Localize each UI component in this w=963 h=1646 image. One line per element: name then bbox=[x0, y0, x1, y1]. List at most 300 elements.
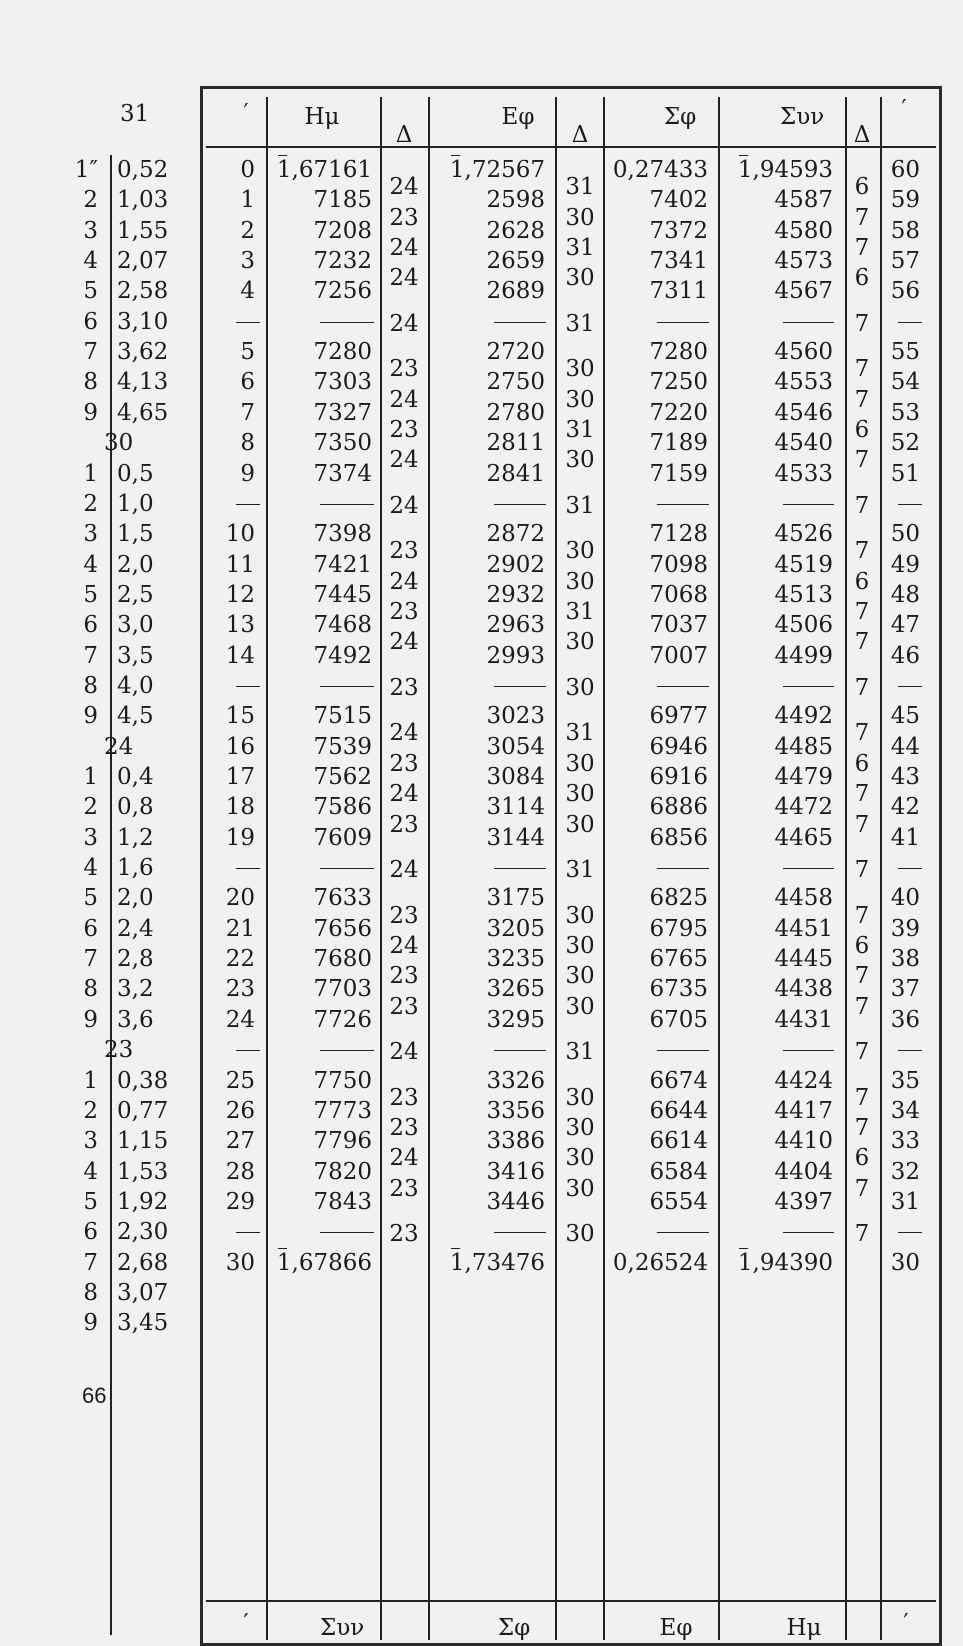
delta-ef: 30 bbox=[565, 811, 595, 838]
cell-hm: 7680 bbox=[313, 946, 372, 973]
cell-ef: 3114 bbox=[486, 794, 545, 821]
separator-dash-syn bbox=[783, 686, 834, 687]
header-ef: Εφ bbox=[501, 104, 535, 130]
left-row-index: 8 bbox=[83, 369, 98, 396]
left-row-index: 9 bbox=[83, 399, 98, 426]
delta-syn: 7 bbox=[854, 674, 870, 701]
delta-hm: 24 bbox=[389, 386, 419, 413]
delta-hm: 24 bbox=[389, 1145, 419, 1172]
left-row-index: 6 bbox=[83, 915, 98, 942]
separator-dash-m2 bbox=[898, 322, 922, 323]
overbar-characteristic: 1 bbox=[737, 1249, 753, 1276]
separator-dash-ef bbox=[494, 322, 546, 323]
cell-sf: 7220 bbox=[649, 399, 708, 426]
separator-dash-syn bbox=[783, 868, 834, 869]
left-row-value: 2,30 bbox=[117, 1219, 169, 1246]
delta-hm: 23 bbox=[389, 1115, 419, 1142]
left-row-value: 0,4 bbox=[117, 764, 154, 790]
cell-hm: 7398 bbox=[313, 521, 372, 548]
cell-ef: 2780 bbox=[486, 399, 545, 426]
separator-dash-ef bbox=[494, 504, 546, 505]
left-row-value: 2,5 bbox=[117, 581, 154, 608]
delta-syn: 7 bbox=[854, 781, 870, 808]
cell-hm: 7492 bbox=[313, 642, 372, 669]
cell-syn: 4431 bbox=[774, 1006, 833, 1033]
left-row-index: 3 bbox=[83, 521, 98, 548]
cell-sf: 7128 bbox=[649, 521, 708, 548]
cell-m: 3 bbox=[240, 248, 255, 275]
cell-syn: 1,94593 bbox=[737, 157, 833, 183]
left-row-value: 3,6 bbox=[117, 1006, 154, 1033]
cell-hm: 7232 bbox=[313, 248, 372, 275]
cell-m: 5 bbox=[240, 339, 255, 366]
delta-ef: 31 bbox=[565, 857, 595, 884]
cell-m2: 57 bbox=[890, 248, 920, 275]
left-row-index: 5 bbox=[83, 581, 98, 608]
header-syn: Συν bbox=[780, 104, 825, 130]
cell-sf: 7037 bbox=[649, 612, 708, 639]
delta-syn: 7 bbox=[854, 963, 870, 990]
cell-ef: 2689 bbox=[486, 278, 545, 305]
cell-sf: 6614 bbox=[649, 1128, 708, 1155]
separator-dash-m bbox=[236, 868, 260, 869]
cell-m2: 51 bbox=[890, 460, 920, 487]
overbar-characteristic: 1 bbox=[276, 157, 292, 183]
cell-m: 21 bbox=[225, 915, 255, 942]
cell-m: 23 bbox=[225, 976, 255, 1003]
separator-dash-ef bbox=[494, 1050, 546, 1051]
cell-sf: 6946 bbox=[649, 733, 708, 760]
delta-hm: 23 bbox=[389, 416, 419, 443]
left-row-index: 1 bbox=[83, 764, 98, 790]
left-row-index: 6 bbox=[83, 612, 98, 639]
cell-hm: 7656 bbox=[313, 915, 372, 942]
separator-dash-ef bbox=[494, 1232, 546, 1233]
left-row-index: 4 bbox=[83, 855, 98, 882]
delta-hm: 24 bbox=[389, 1039, 419, 1066]
cell-hm: 7468 bbox=[313, 612, 372, 639]
cell-hm: 7303 bbox=[313, 369, 372, 396]
delta-hm: 24 bbox=[389, 857, 419, 884]
cell-m2: 40 bbox=[890, 885, 920, 912]
delta-ef: 30 bbox=[565, 750, 595, 777]
delta-syn: 7 bbox=[854, 1175, 870, 1202]
cell-m: 25 bbox=[225, 1067, 255, 1094]
delta-hm: 23 bbox=[389, 599, 419, 626]
overbar-characteristic: 1 bbox=[737, 157, 753, 183]
footer-syn: Συν bbox=[320, 1615, 365, 1641]
delta-hm: 23 bbox=[389, 538, 419, 565]
cell-syn: 4546 bbox=[774, 399, 833, 426]
cell-m: 1 bbox=[240, 187, 255, 214]
cell-sf: 6644 bbox=[649, 1097, 708, 1124]
separator-dash-syn bbox=[783, 1232, 834, 1233]
delta-hm: 24 bbox=[389, 720, 419, 747]
delta-ef: 30 bbox=[565, 1175, 595, 1202]
delta-ef: 30 bbox=[565, 447, 595, 474]
cell-m: 13 bbox=[225, 612, 255, 639]
delta-ef: 30 bbox=[565, 993, 595, 1020]
left-row-index: 8 bbox=[83, 976, 98, 1003]
cell-hm: 7750 bbox=[313, 1067, 372, 1094]
separator-dash-sf bbox=[657, 686, 709, 687]
footer-rule bbox=[206, 1600, 936, 1602]
cell-m2: 36 bbox=[890, 1006, 920, 1033]
cell-syn: 4492 bbox=[774, 703, 833, 730]
separator-dash-sf bbox=[657, 504, 709, 505]
cell-ef: 3356 bbox=[486, 1097, 545, 1124]
cell-syn: 4417 bbox=[774, 1097, 833, 1124]
left-header: 31 bbox=[120, 101, 150, 127]
left-row-value: 2,4 bbox=[117, 915, 154, 942]
delta-ef: 30 bbox=[565, 1084, 595, 1111]
left-row-value: 3,07 bbox=[117, 1279, 169, 1306]
cell-m: 20 bbox=[225, 885, 255, 912]
cell-syn: 4567 bbox=[774, 278, 833, 305]
delta-hm: 23 bbox=[389, 1084, 419, 1111]
footer-minute: ′ bbox=[243, 1610, 249, 1636]
cell-m: 26 bbox=[225, 1097, 255, 1124]
cell-syn: 4424 bbox=[774, 1067, 833, 1094]
left-row-index: 5 bbox=[83, 278, 98, 305]
left-row-value: 3,2 bbox=[117, 976, 154, 1003]
cell-hm: 7820 bbox=[313, 1158, 372, 1185]
cell-syn: 4513 bbox=[774, 581, 833, 608]
left-row-value: 1,92 bbox=[117, 1188, 169, 1215]
header-hm: Ημ bbox=[304, 104, 340, 130]
cell-sf: 7341 bbox=[649, 248, 708, 275]
cell-syn: 4410 bbox=[774, 1128, 833, 1155]
cell-m2: 38 bbox=[890, 946, 920, 973]
cell-m2: 47 bbox=[890, 612, 920, 639]
cell-syn: 4472 bbox=[774, 794, 833, 821]
cell-ef: 2598 bbox=[486, 187, 545, 214]
cell-m: 19 bbox=[225, 824, 255, 851]
delta-hm: 23 bbox=[389, 1221, 419, 1248]
cell-m2: 35 bbox=[890, 1067, 920, 1094]
delta-hm: 24 bbox=[389, 265, 419, 292]
left-row-index: 8 bbox=[83, 1279, 98, 1306]
header-delta-2: Δ bbox=[571, 122, 589, 148]
delta-syn: 6 bbox=[854, 416, 870, 443]
cell-hm: 7633 bbox=[313, 885, 372, 912]
cell-syn: 4445 bbox=[774, 946, 833, 973]
left-row-value: 2,8 bbox=[117, 946, 154, 973]
cell-m: 11 bbox=[225, 551, 255, 578]
separator-dash-m2 bbox=[898, 1050, 922, 1051]
cell-hm: 7280 bbox=[313, 339, 372, 366]
delta-hm: 23 bbox=[389, 204, 419, 231]
left-row-value: 0,52 bbox=[117, 157, 169, 183]
delta-hm: 24 bbox=[389, 932, 419, 959]
separator-dash-hm bbox=[320, 322, 374, 323]
separator-dash-m bbox=[236, 686, 260, 687]
delta-ef: 30 bbox=[565, 568, 595, 595]
delta-syn: 7 bbox=[854, 310, 870, 337]
cell-sf: 6856 bbox=[649, 824, 708, 851]
left-row-value: 2,58 bbox=[117, 278, 169, 305]
separator-dash-hm bbox=[320, 1050, 374, 1051]
separator-dash-sf bbox=[657, 868, 709, 869]
delta-syn: 6 bbox=[854, 568, 870, 595]
left-group-head: 24 bbox=[104, 733, 134, 760]
delta-syn: 7 bbox=[854, 811, 870, 838]
left-row-value: 3,45 bbox=[117, 1310, 169, 1337]
cell-m2: 60 bbox=[890, 157, 920, 183]
cell-m: 24 bbox=[225, 1006, 255, 1033]
cell-ef: 3084 bbox=[486, 764, 545, 790]
cell-hm: 7796 bbox=[313, 1128, 372, 1155]
cell-sf: 6584 bbox=[649, 1158, 708, 1185]
left-table-rule bbox=[110, 155, 112, 1635]
separator-dash-sf bbox=[657, 1050, 709, 1051]
separator-dash-syn bbox=[783, 1050, 834, 1051]
delta-hm: 24 bbox=[389, 568, 419, 595]
left-row-value: 3,10 bbox=[117, 308, 169, 335]
separator-dash-hm bbox=[320, 686, 374, 687]
cell-m2: 59 bbox=[890, 187, 920, 214]
delta-ef: 30 bbox=[565, 1221, 595, 1248]
cell-m2: 41 bbox=[890, 824, 920, 851]
separator-dash-m2 bbox=[898, 1232, 922, 1233]
left-row-value: 1,55 bbox=[117, 217, 169, 244]
cell-m: 10 bbox=[225, 521, 255, 548]
left-row-index: 9 bbox=[83, 1310, 98, 1337]
left-row-index: 6 bbox=[83, 308, 98, 335]
left-row-index: 3 bbox=[83, 824, 98, 851]
cell-hm: 7445 bbox=[313, 581, 372, 608]
separator-dash-m2 bbox=[898, 868, 922, 869]
overbar-characteristic: 1 bbox=[449, 1249, 465, 1276]
cell-sf: 7280 bbox=[649, 339, 708, 366]
cell-m2: 53 bbox=[890, 399, 920, 426]
left-row-value: 0,77 bbox=[117, 1097, 169, 1124]
cell-m2: 30 bbox=[890, 1249, 920, 1276]
cell-syn: 4465 bbox=[774, 824, 833, 851]
cell-hm: 1,67866 bbox=[276, 1249, 372, 1276]
left-row-index: 1 bbox=[83, 460, 98, 487]
cell-sf: 6554 bbox=[649, 1188, 708, 1215]
cell-sf: 0,27433 bbox=[612, 157, 708, 183]
cell-ef: 2993 bbox=[486, 642, 545, 669]
left-row-index: 2 bbox=[83, 490, 98, 517]
left-row-value: 0,8 bbox=[117, 794, 154, 821]
delta-ef: 30 bbox=[565, 629, 595, 656]
cell-m2: 33 bbox=[890, 1128, 920, 1155]
cell-sf: 7068 bbox=[649, 581, 708, 608]
cell-ef: 3175 bbox=[486, 885, 545, 912]
cell-syn: 4506 bbox=[774, 612, 833, 639]
cell-hm: 1,67161 bbox=[276, 157, 372, 183]
delta-ef: 31 bbox=[565, 310, 595, 337]
delta-syn: 7 bbox=[854, 1115, 870, 1142]
cell-hm: 7350 bbox=[313, 430, 372, 457]
page-number: 66 bbox=[82, 1383, 107, 1408]
delta-syn: 6 bbox=[854, 174, 870, 201]
cell-ef: 2720 bbox=[486, 339, 545, 366]
cell-sf: 6916 bbox=[649, 764, 708, 790]
left-row-index: 1″ bbox=[74, 157, 98, 183]
left-row-value: 2,0 bbox=[117, 885, 154, 912]
cell-m: 18 bbox=[225, 794, 255, 821]
cell-sf: 6735 bbox=[649, 976, 708, 1003]
left-row-index: 2 bbox=[83, 1097, 98, 1124]
cell-ef: 3205 bbox=[486, 915, 545, 942]
cell-syn: 4485 bbox=[774, 733, 833, 760]
delta-hm: 23 bbox=[389, 750, 419, 777]
left-row-index: 7 bbox=[83, 339, 98, 366]
left-row-index: 7 bbox=[83, 946, 98, 973]
cell-m2: 39 bbox=[890, 915, 920, 942]
cell-m2: 50 bbox=[890, 521, 920, 548]
delta-syn: 7 bbox=[854, 993, 870, 1020]
left-row-index: 7 bbox=[83, 642, 98, 669]
separator-dash-ef bbox=[494, 686, 546, 687]
cell-sf: 7189 bbox=[649, 430, 708, 457]
cell-syn: 4526 bbox=[774, 521, 833, 548]
delta-syn: 7 bbox=[854, 538, 870, 565]
cell-m: 0 bbox=[240, 157, 255, 183]
delta-hm: 24 bbox=[389, 447, 419, 474]
cell-m: 4 bbox=[240, 278, 255, 305]
left-row-value: 3,62 bbox=[117, 339, 169, 366]
left-row-index: 3 bbox=[83, 1128, 98, 1155]
cell-hm: 7843 bbox=[313, 1188, 372, 1215]
left-row-value: 1,03 bbox=[117, 187, 169, 214]
cell-sf: 7250 bbox=[649, 369, 708, 396]
cell-m2: 34 bbox=[890, 1097, 920, 1124]
left-row-value: 4,5 bbox=[117, 703, 154, 730]
cell-ef: 2932 bbox=[486, 581, 545, 608]
cell-syn: 4397 bbox=[774, 1188, 833, 1215]
left-row-value: 4,65 bbox=[117, 399, 169, 426]
col-line-min bbox=[266, 97, 268, 1640]
left-row-value: 1,53 bbox=[117, 1158, 169, 1185]
cell-hm: 7208 bbox=[313, 217, 372, 244]
overbar-characteristic: 1 bbox=[449, 157, 465, 183]
cell-ef: 3386 bbox=[486, 1128, 545, 1155]
left-row-index: 4 bbox=[83, 248, 98, 275]
cell-sf: 7098 bbox=[649, 551, 708, 578]
cell-hm: 7539 bbox=[313, 733, 372, 760]
cell-ef: 1,73476 bbox=[449, 1249, 545, 1276]
delta-hm: 24 bbox=[389, 781, 419, 808]
cell-ef: 3326 bbox=[486, 1067, 545, 1094]
delta-ef: 30 bbox=[565, 204, 595, 231]
delta-syn: 7 bbox=[854, 902, 870, 929]
cell-m2: 49 bbox=[890, 551, 920, 578]
cell-syn: 4438 bbox=[774, 976, 833, 1003]
left-row-value: 2,0 bbox=[117, 551, 154, 578]
cell-m: 28 bbox=[225, 1158, 255, 1185]
cell-hm: 7515 bbox=[313, 703, 372, 730]
delta-ef: 30 bbox=[565, 1145, 595, 1172]
col-line-sf-end bbox=[718, 97, 720, 1640]
delta-ef: 30 bbox=[565, 963, 595, 990]
separator-dash-syn bbox=[783, 322, 834, 323]
delta-ef: 30 bbox=[565, 1115, 595, 1142]
left-row-value: 2,68 bbox=[117, 1249, 169, 1276]
delta-hm: 23 bbox=[389, 963, 419, 990]
cell-hm: 7421 bbox=[313, 551, 372, 578]
cell-ef: 2659 bbox=[486, 248, 545, 275]
separator-dash-hm bbox=[320, 504, 374, 505]
delta-ef: 30 bbox=[565, 902, 595, 929]
cell-hm: 7256 bbox=[313, 278, 372, 305]
cell-hm: 7562 bbox=[313, 764, 372, 790]
delta-syn: 7 bbox=[854, 720, 870, 747]
left-row-value: 4,0 bbox=[117, 672, 154, 699]
delta-ef: 31 bbox=[565, 234, 595, 261]
cell-sf: 7159 bbox=[649, 460, 708, 487]
delta-hm: 23 bbox=[389, 356, 419, 383]
cell-syn: 4553 bbox=[774, 369, 833, 396]
cell-m2: 43 bbox=[890, 764, 920, 790]
delta-ef: 31 bbox=[565, 416, 595, 443]
cell-hm: 7609 bbox=[313, 824, 372, 851]
cell-m: 16 bbox=[225, 733, 255, 760]
delta-ef: 30 bbox=[565, 781, 595, 808]
cell-m: 22 bbox=[225, 946, 255, 973]
left-row-index: 7 bbox=[83, 1249, 98, 1276]
delta-syn: 7 bbox=[854, 492, 870, 519]
delta-syn: 7 bbox=[854, 204, 870, 231]
cell-sf: 6674 bbox=[649, 1067, 708, 1094]
cell-ef: 2811 bbox=[486, 430, 545, 457]
delta-ef: 30 bbox=[565, 356, 595, 383]
separator-dash-m bbox=[236, 322, 260, 323]
cell-hm: 7374 bbox=[313, 460, 372, 487]
cell-sf: 6705 bbox=[649, 1006, 708, 1033]
cell-m: 9 bbox=[240, 460, 255, 487]
left-row-index: 1 bbox=[83, 1067, 98, 1094]
delta-syn: 6 bbox=[854, 932, 870, 959]
delta-ef: 30 bbox=[565, 538, 595, 565]
cell-ef: 2841 bbox=[486, 460, 545, 487]
cell-m2: 55 bbox=[890, 339, 920, 366]
separator-dash-sf bbox=[657, 1232, 709, 1233]
cell-syn: 1,94390 bbox=[737, 1249, 833, 1276]
cell-hm: 7586 bbox=[313, 794, 372, 821]
cell-m: 17 bbox=[225, 764, 255, 790]
cell-m: 30 bbox=[225, 1249, 255, 1276]
cell-m2: 48 bbox=[890, 581, 920, 608]
delta-ef: 31 bbox=[565, 492, 595, 519]
left-row-value: 3,0 bbox=[117, 612, 154, 639]
delta-hm: 23 bbox=[389, 993, 419, 1020]
cell-ef: 3054 bbox=[486, 733, 545, 760]
delta-hm: 24 bbox=[389, 174, 419, 201]
cell-hm: 7327 bbox=[313, 399, 372, 426]
cell-syn: 4451 bbox=[774, 915, 833, 942]
separator-dash-m2 bbox=[898, 504, 922, 505]
cell-m: 29 bbox=[225, 1188, 255, 1215]
left-row-value: 2,07 bbox=[117, 248, 169, 275]
cell-m2: 45 bbox=[890, 703, 920, 730]
cell-syn: 4404 bbox=[774, 1158, 833, 1185]
cell-m: 2 bbox=[240, 217, 255, 244]
delta-syn: 7 bbox=[854, 599, 870, 626]
footer-minute-right: ′ bbox=[903, 1610, 909, 1636]
separator-dash-sf bbox=[657, 322, 709, 323]
left-row-index: 6 bbox=[83, 1219, 98, 1246]
cell-syn: 4533 bbox=[774, 460, 833, 487]
header-minute: ′ bbox=[243, 100, 249, 126]
cell-ef: 2750 bbox=[486, 369, 545, 396]
cell-ef: 2963 bbox=[486, 612, 545, 639]
left-row-value: 1,15 bbox=[117, 1128, 169, 1155]
col-line-hm-end bbox=[380, 97, 382, 1640]
